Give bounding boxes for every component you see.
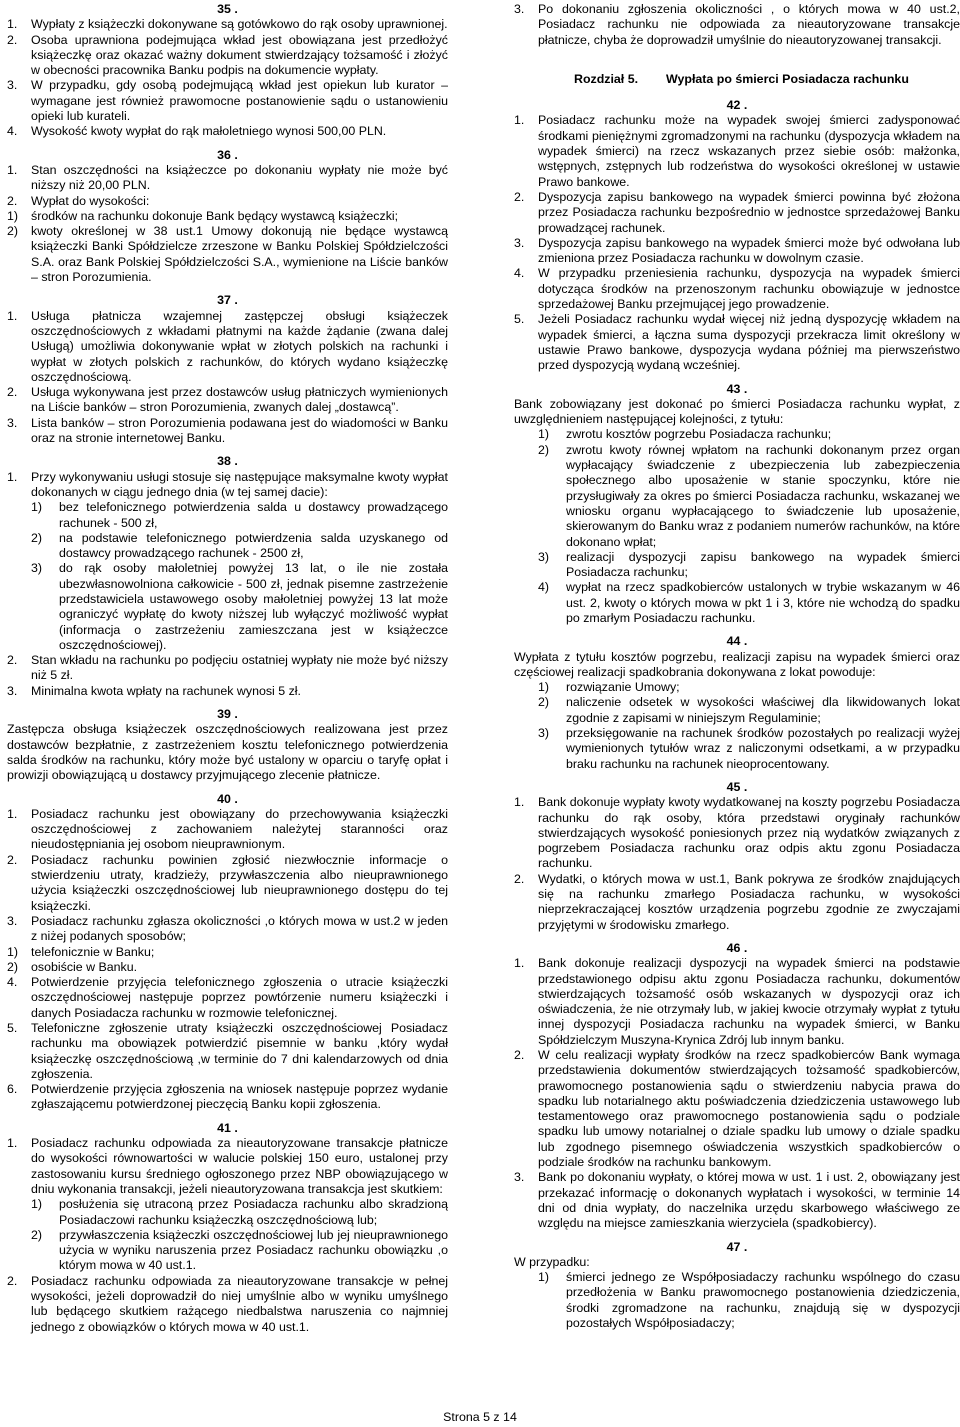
s40-item-4: 4. Potwierdzenie przyjęcia telefonicznego zgłoszenia o utracie książeczki oszczędnościowej następuje poprzez powtórzenie numeru książeczki i danych Posiadacza rachunku w rozmowie telefonicznej. (7, 975, 448, 1020)
s40-item-3: 3. Posiadacz rachunku zgłasza okoliczności ,o których mowa w ust.2 w jeden z niżej podanych sposobów; (7, 913, 448, 944)
s41-item-3: 3. Po dokonaniu zgłoszenia okoliczności , o których mowa w 40 ust.2, Posiadacz rachunku nie odpowiada za nieautoryzowane transakcje płatnicze, chyba że doprowadził umyślnie do nieautoryzowanej transakcji. (514, 2, 960, 47)
section-35-heading: 35 . (217, 2, 238, 16)
s38-item-3: 3. Minimalna kwota wpłaty na rachunek wynosi 5 zł. (7, 683, 301, 698)
s40-item-5: 5. Telefoniczne zgłoszenie utraty książeczki oszczędnościowej Posiadacz rachunku ma obowiązek potwierdzić pisemnie w banku ,który wydał książeczkę oszczędnościową ,w terminie do 7 dni kalendarzowych od dnia zgłoszenia. (7, 1021, 448, 1081)
s40-item-2: 2. Posiadacz rachunku powinien zgłosić niezwłocznie informacje o stwierdzeniu utraty, kradzieży, przywłaszczenia albo nieuprawnionego użycia książeczki oszczędnościowej lub nieuprawnionego dostępu do tej książeczki. (7, 852, 448, 913)
s44-sub-1: 1) rozwiązanie Umowy; (538, 680, 680, 695)
s39-text: Zastępcza obsługa książeczek oszczędnościowych realizowana jest przez dostawców bezpłatnie, z zastrzeżeniem kosztu telefonicznego potwierdzenia salda środków na rachunku, który może być ustalony w oparciu o taryfę opłat i prowizji obowiązującą u dostawcy przyjmującego zlecenie płatnicze. (7, 722, 448, 783)
right-column (514, 2, 960, 1331)
s40-item-1: 1. Posiadacz rachunku jest obowiązany do przechowywania książeczki oszczędnościowej z zachowaniem należytej staranności oraz nieudostępniania jej osobom nieuprawnionym. (7, 806, 448, 852)
s36-sub-2: 2) kwoty określonej w 38 ust.1 Umowy dokonują nie będące wystawcą książeczki Banki Spółdzielcze zrzeszone w Banku Polskiej Spółdzielczości S.A. oraz Bank Polskiej Spółdzielczości S.A., wymienione na Liście banków – stron Porozumienia. (7, 224, 448, 285)
s44-sub-3: 3) przeksięgowanie na rachunek środków pozostałych po realizacji wyżej wymienionych tytułów wraz z naliczonymi odsetkami, a w przypadku braku rachunku na rachunek nieoprocentowany. (538, 726, 960, 771)
section-45-heading: 45 . (726, 779, 748, 794)
s43-sub-3: 3) realizacji dyspozycji zapisu bankowego na wypadek śmierci Posiadacza rachunku; (538, 549, 960, 580)
section-44-heading: 44 . (726, 634, 748, 649)
chapter-title: Wypłata po śmierci Posiadacza rachunku (666, 71, 909, 86)
s42-item-2: 2. Dyspozycja zapisu bankowego na wypadek śmierci powinna być złożona przez Posiadacza rachunku bezpośrednio w jednostce sprzedażowej Banku prowadzącej rachunek. (514, 189, 960, 235)
s43-sub-4: 4) wypłat na rzecz spadkobierców ustalonych w trybie wskazanym w 46 ust. 2, kwoty o których mowa w pkt 1 i 3, które nie wchodzą do spadku po zmarłym Posiadaczu rachunku. (538, 580, 960, 625)
s44-sub-2: 2) naliczenie odsetek w wysokości właściwej dla likwidowanych lokat zgodnie z zapisami w niniejszym Regulaminie; (538, 695, 960, 725)
chapter-label: Rozdział 5. (574, 71, 639, 86)
s36-item-1: 1. Stan oszczędności na książeczce po dokonaniu wypłaty nie może być niższy niż 20,00 PLN. (7, 162, 448, 193)
section-42-heading: 42 . (726, 98, 748, 113)
s43-sub-1: 1) zwrotu kosztów pogrzebu Posiadacza rachunku; (538, 427, 832, 442)
section-39-heading: 39 . (217, 707, 238, 722)
section-43-heading: 43 . (726, 381, 748, 396)
s47-sub-1: 1) śmierci jednego ze Współposiadaczy rachunku wspólnego do czasu przedłożenia w Banku prawomocnego postanowienia dziedziczenia, środki zgromadzone na rachunku, znajdują się w dyspozycji pozostałych Współposiadaczy; (538, 1270, 960, 1331)
s35-item-1: 1. Wypłaty z książeczki dokonywane są gotówkowo do rąk osoby uprawnionej. (7, 17, 448, 32)
s38-sub-1: 1) bez telefonicznego potwierdzenia salda u dostawcy prowadzącego rachunek - 500 zł, (31, 500, 448, 530)
page-footer: Strona 5 z 14 (443, 1410, 517, 1424)
s41-sub-2: 2) przywłaszczenia książeczki oszczędnościowej lub jej nieuprawnionego użycia w wyniku naruszenia przez Posiadacz rachunku obowiązku ,o którym mowa w 40 ust.1. (31, 1227, 448, 1273)
s37-item-2: 2. Usługa wykonywana jest przez dostawców usług płatniczych wymienionych na Liście banków – stron Porozumienia, zwanych dalej „dostawcą”. (7, 385, 448, 415)
s42-item-3: 3. Dyspozycja zapisu bankowego na wypadek śmierci może być odwołana lub zmieniona przez Posiadacza rachunku w dowolnym czasie. (514, 235, 960, 266)
s46-item-3: 3. Bank po dokonaniu wypłaty, o której mowa w ust. 1 i ust. 2, obowiązany jest przekazać informację o dokonanych wypłatach i wysokości, w terminie 14 dni od dnia wypłaty, do naczelnika urzędu skarbowego właściwego ze względu na miejsce zamieszkania wierzyciela (spadkobiercy). (514, 1170, 960, 1231)
s37-item-3: 3. Lista banków – stron Porozumienia podawana jest do wiadomości w Banku oraz na stronie internetowej Banku. (7, 415, 448, 446)
s42-item-1: 1. Posiadacz rachunku może na wypadek swojej śmierci zadysponować środkami pieniężnymi zgromadzonymi na rachunku (dyspozycja wkładem na wypadek śmierci) na rzecz wskazanych przez siebie osób: małżonka, wstępnych, zstępnych lub rodzeństwa do wysokości określonej w ustawie Prawo bankowe. (514, 113, 960, 189)
s40-sub-2: 2) osobiście w Banku. (7, 959, 138, 974)
s45-item-2: 2. Wydatki, o których mowa w ust.1, Bank pokrywa ze środków znajdujących się na rachunku zmarłego Posiadacza rachunku, w wysokości nieprzekraczającej kosztów urządzenia pogrzebu zgodnie ze zwyczajami przyjętymi w środowisku zmarłego. (514, 871, 960, 932)
section-41-heading: 41 . (217, 1120, 238, 1135)
s35-item-3: 3. W przypadku, gdy osobą podejmującą wkład jest opiekun lub kurator – wymagane jest również prawomocne postanowienie sądu o ustanowieniu opieki lub kurateli. (7, 78, 448, 124)
s36-item-2: 2. Wypłat do wysokości: (7, 193, 150, 208)
s46-item-1: 1. Bank dokonuje realizacji dyspozycji na wypadek śmierci na podstawie przedstawionego odpisu aktu zgonu Posiadacza rachunku, dokumentów stwierdzających tożsamość osób wskazanych w dyspozycji oraz ich oświadczenia, że nie otrzymały lub, w jakiej kwocie otrzymały wypłat z tytułu innej dyspozycji Posiadacza rachunku na wypadek śmierci, w Banku Spółdzielczym Muszyna-Krynica Zdrój lub innym banku. (514, 956, 960, 1047)
s36-sub-1: 1) środków na rachunku dokonuje Bank będący wystawcą książeczki; (7, 208, 399, 223)
s40-sub-1: 1) telefonicznie w Banku; (7, 944, 155, 959)
s35-item-4: 4. Wysokość kwoty wypłat do rąk małoletniego wynosi 500,00 PLN. (7, 124, 387, 139)
s42-item-5: 5. Jeżeli Posiadacz rachunku wydał więcej niż jedną dyspozycję wkładem na wypadek śmierci, a łączna suma dyspozycji przekracza limit określony w ustawie Prawo bankowe, dyspozycja wydana później ma pierwszeństwo przed dyspozycją wydaną wcześniej. (514, 312, 960, 373)
s38-sub-2: 2) na podstawie telefonicznego potwierdzenia salda uzyskanego od dostawcy prowadzącego rachunek - 2500 zł, (31, 530, 448, 561)
s38-item-2: 2. Stan wkładu na rachunku po podjęciu ostatniej wypłaty nie może być niższy niż 5 zł. (7, 653, 448, 683)
s43-sub-2: 2) zwrotu kwoty równej wpłatom na rachunki dokonanym przez organ wypłacający świadczenie z ubezpieczenia lub zabezpieczenia społecznego albo uposażenie w stanie spoczynku, które nie przysługiwały za okres po śmierci Posiadacza rachunku, wskazanej we wniosku organu wypłacającego to świadczenie lub uposażenie, skierowanym do Banku wraz z podaniem numerów rachunków, na które dokonano wpłat; (538, 442, 960, 549)
s37-item-1: 1. Usługa płatnicza wzajemnej zastępczej obsługi książeczek oszczędnościowych z wkładami płatnymi na każde żądanie (zwana dalej Usługą) umożliwia dokonywanie wpłat w złotych polskich na rachunki i wypłat w złotych polskich z rachunków, do których wydano książeczkę oszczędnościową. (7, 308, 448, 384)
s38-item-1: 1. Przy wykonywaniu usługi stosuje się następujące maksymalne kwoty wypłat dokonanych w ciągu jednego dnia (w tej samej dacie): (7, 469, 448, 499)
s44-text: Wypłata z tytułu kosztów pogrzebu, realizacji zapisu na wypadek śmierci oraz częściowej realizacji spadkobrania dokonywana z lokat powoduje: (514, 649, 960, 679)
section-47-heading: 47 . (726, 1239, 748, 1254)
s46-item-2: 2. W celu realizacji wypłaty środków na rzecz spadkobierców Bank wymaga przedstawienia dokumentów stwierdzających tożsamość spadkobierców, prawomocnego postanowienia sądu o stwierdzeniu nabycia prawa do spadku lub notarialnego aktu poświadczenia dziedziczenia ustawowego lub testamentowego oraz prawomocnego postanowienia sądu o podziale spadku lub umowy notarialnej o dziale spadku lub umowy o dziale spadku lub zgodnego pisemnego oświadczenia wszystkich spadkobierców o podziale środków na rachunku bankowym. (514, 1048, 960, 1170)
s41-sub-1: 1) posłużenia się utraconą przez Posiadacza rachunku albo skradzioną Posiadaczowi rachunku książeczką oszczędnościową lub; (31, 1197, 448, 1227)
left-column (7, 2, 448, 1335)
section-36-heading: 36 . (217, 147, 238, 162)
s40-item-6: 6. Potwierdzenie przyjęcia zgłoszenia na wniosek następuje poprzez wydanie zgłaszającemu potwierdzonej pieczęcią Banku kopii zgłoszenia. (7, 1082, 448, 1112)
section-40-heading: 40 . (217, 791, 238, 806)
s45-item-1: 1. Bank dokonuje wypłaty kwoty wydatkowanej na koszty pogrzebu Posiadacza rachunku do rąk osoby, która przedstawi oryginały rachunków stwierdzających wysokość poniesionych przez nią wydatków związanych z pogrzebem Posiadacza rachunku oraz odpis aktu zgonu Posiadacza rachunku. (514, 795, 960, 871)
s41-item-2: 2. Posiadacz rachunku odpowiada za nieautoryzowane transakcje w pełnej wysokości, jeżeli doprowadził do niej umyślnie albo w wyniku umyślnego lub będącego skutkiem rażącego niedbalstwa naruszenia co najmniej jednego z obowiązków o których mowa w 40 ust.1. (7, 1273, 448, 1334)
s47-text: W przypadku: (514, 1254, 590, 1269)
section-46-heading: 46 . (726, 940, 748, 955)
s43-text: Bank zobowiązany jest dokonać po śmierci Posiadacza rachunku wypłat, z uwzględnieniem następującej kolejności, z tytułu: (514, 396, 960, 427)
s41-item-1: 1. Posiadacz rachunku odpowiada za nieautoryzowane transakcje płatnicze do wysokości równowartości w walucie polskiej 150 euro, ustalonej przy zastosowaniu kursu średniego ogłoszonego przez NBP obowiązującego w dniu wykonania transakcji, jeżeli nieautoryzowana transakcja jest skutkiem: (7, 1136, 448, 1196)
s35-item-2: 2. Osoba uprawniona podejmująca wkład jest obowiązana jest przedłożyć książeczkę oraz okazać ważny dokument stwierdzający tożsamość i złożyć w obecności pracownika Banku podpis na dokumencie wypłaty. (7, 32, 448, 78)
chapter-5-heading (514, 72, 960, 87)
s38-sub-3: 3) do rąk osoby małoletniej powyżej 13 lat, o ile nie została ubezwłasnowolniona całkowicie - 500 zł, jednak pisemne zastrzeżenie przedstawiciela ustawowego osoby małoletniej powyżej 13 lat może ograniczyć wypłatę do kwoty niższej lub wyłączyć możliwość wypłat (informacja o zastrzeżeniu zamieszczana jest w książeczce oszczędnościowej). (31, 561, 448, 652)
section-37-heading: 37 . (217, 293, 238, 308)
s42-item-4: 4. W przypadku przeniesienia rachunku, dyspozycja na wypadek śmierci dotycząca środków na przenoszonym rachunku obowiązuje w jednostce sprzedażowej Banku przejmującej jego prowadzenie. (514, 266, 960, 312)
section-38-heading: 38 . (217, 454, 238, 469)
